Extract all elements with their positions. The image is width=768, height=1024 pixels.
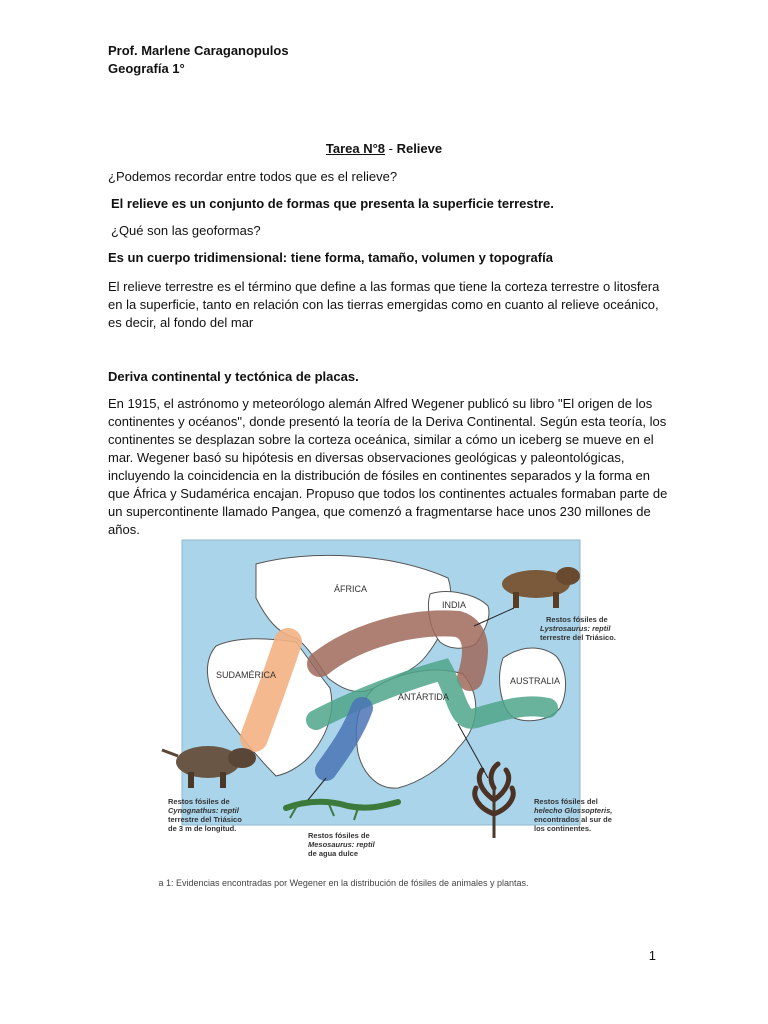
glosso-note-2: helecho Glossopteris, [534, 806, 613, 815]
page-title [0, 141, 768, 156]
answer-relieve: El relieve es un conjunto de formas que presenta la superficie terrestre. [111, 196, 554, 211]
figure-caption: Figura 1: Evidencias encontradas por Wegener en la distribución de fósiles de animales y plantas. [158, 878, 529, 888]
pangea-map [158, 538, 662, 900]
answer-geoformas: Es un cuerpo tridimensional: tiene forma, tamaño, volumen y topografía [108, 250, 553, 265]
glosso-note-1: Restos fósiles del [534, 797, 598, 806]
label-australia: AUSTRALIA [510, 676, 561, 686]
lystro-note-3: terrestre del Triásico. [540, 633, 616, 642]
paragraph-wegener: En 1915, el astrónomo y meteorólogo alemán Alfred Wegener publicó su libro "El origen de los continentes y océanos", donde presentó la teoría de la Deriva Continental. Según esta teoría, los continentes se desplazan sobre la corteza oceánica, similar a cómo un iceberg se mueve en el mar. Wegener basó su hipótesis en diversas observaciones geológicas y paleontológicas, incluyendo la coincidencia en la distribución de fósiles en continentes separados y la forma en que África y Sudamérica encajan. Propuso que todos los continentes actuales formaban parte de un supercontinente llamado Pangea, que comenzó a fragmentarse hace unos 230 millones de años. [108, 396, 668, 537]
cyno-note-1: Restos fósiles de [168, 797, 230, 806]
title-separator: - [385, 141, 397, 156]
task-topic: Relieve [396, 141, 443, 156]
label-antartida: ANTÁRTIDA [398, 692, 449, 702]
question-relieve: ¿Podemos recordar entre todos que es el relieve? [108, 169, 398, 184]
author-name: Prof. Marlene Caraganopulos [108, 43, 289, 58]
question-geoformas: ¿Qué son las geoformas? [111, 223, 261, 238]
cyno-note-2: Cynognathus: reptil [168, 806, 239, 815]
glosso-note-3: encontrados al sur de [534, 815, 612, 824]
page-number: 1 [648, 948, 656, 963]
cyno-note-4: de 3 m de longitud. [168, 824, 237, 833]
lystro-note-1: Restos fósiles de [546, 615, 608, 624]
cyno-note-3: terrestre del Triásico [168, 815, 242, 824]
section-heading: Deriva continental y tectónica de placas. [108, 369, 359, 384]
label-india: INDIA [442, 600, 467, 610]
meso-note-3: de agua dulce [308, 849, 359, 858]
paragraph-relieve-terrestre: El relieve terrestre es el término que define a las formas que tiene la corteza terrestre o litosfera en la superficie, tanto en relación con las tierras emergidas como en cuanto al relieve oceánico, es decir, al fondo del mar [108, 279, 660, 330]
meso-note-1: Restos fósiles de [308, 831, 370, 840]
glosso-note-4: los continentes. [534, 824, 592, 833]
subject-name: Geografía 1° [108, 61, 185, 76]
label-africa: ÁFRICA [334, 584, 368, 594]
task-number: Tarea N°8 [325, 141, 386, 156]
lystro-note-2: Lystrosaurus: reptil [540, 624, 611, 633]
label-sudamerica: SUDAMÉRICA [216, 670, 277, 680]
header [108, 42, 289, 78]
meso-note-2: Mesosaurus: reptil [308, 840, 375, 849]
pangea-figure [158, 538, 662, 900]
